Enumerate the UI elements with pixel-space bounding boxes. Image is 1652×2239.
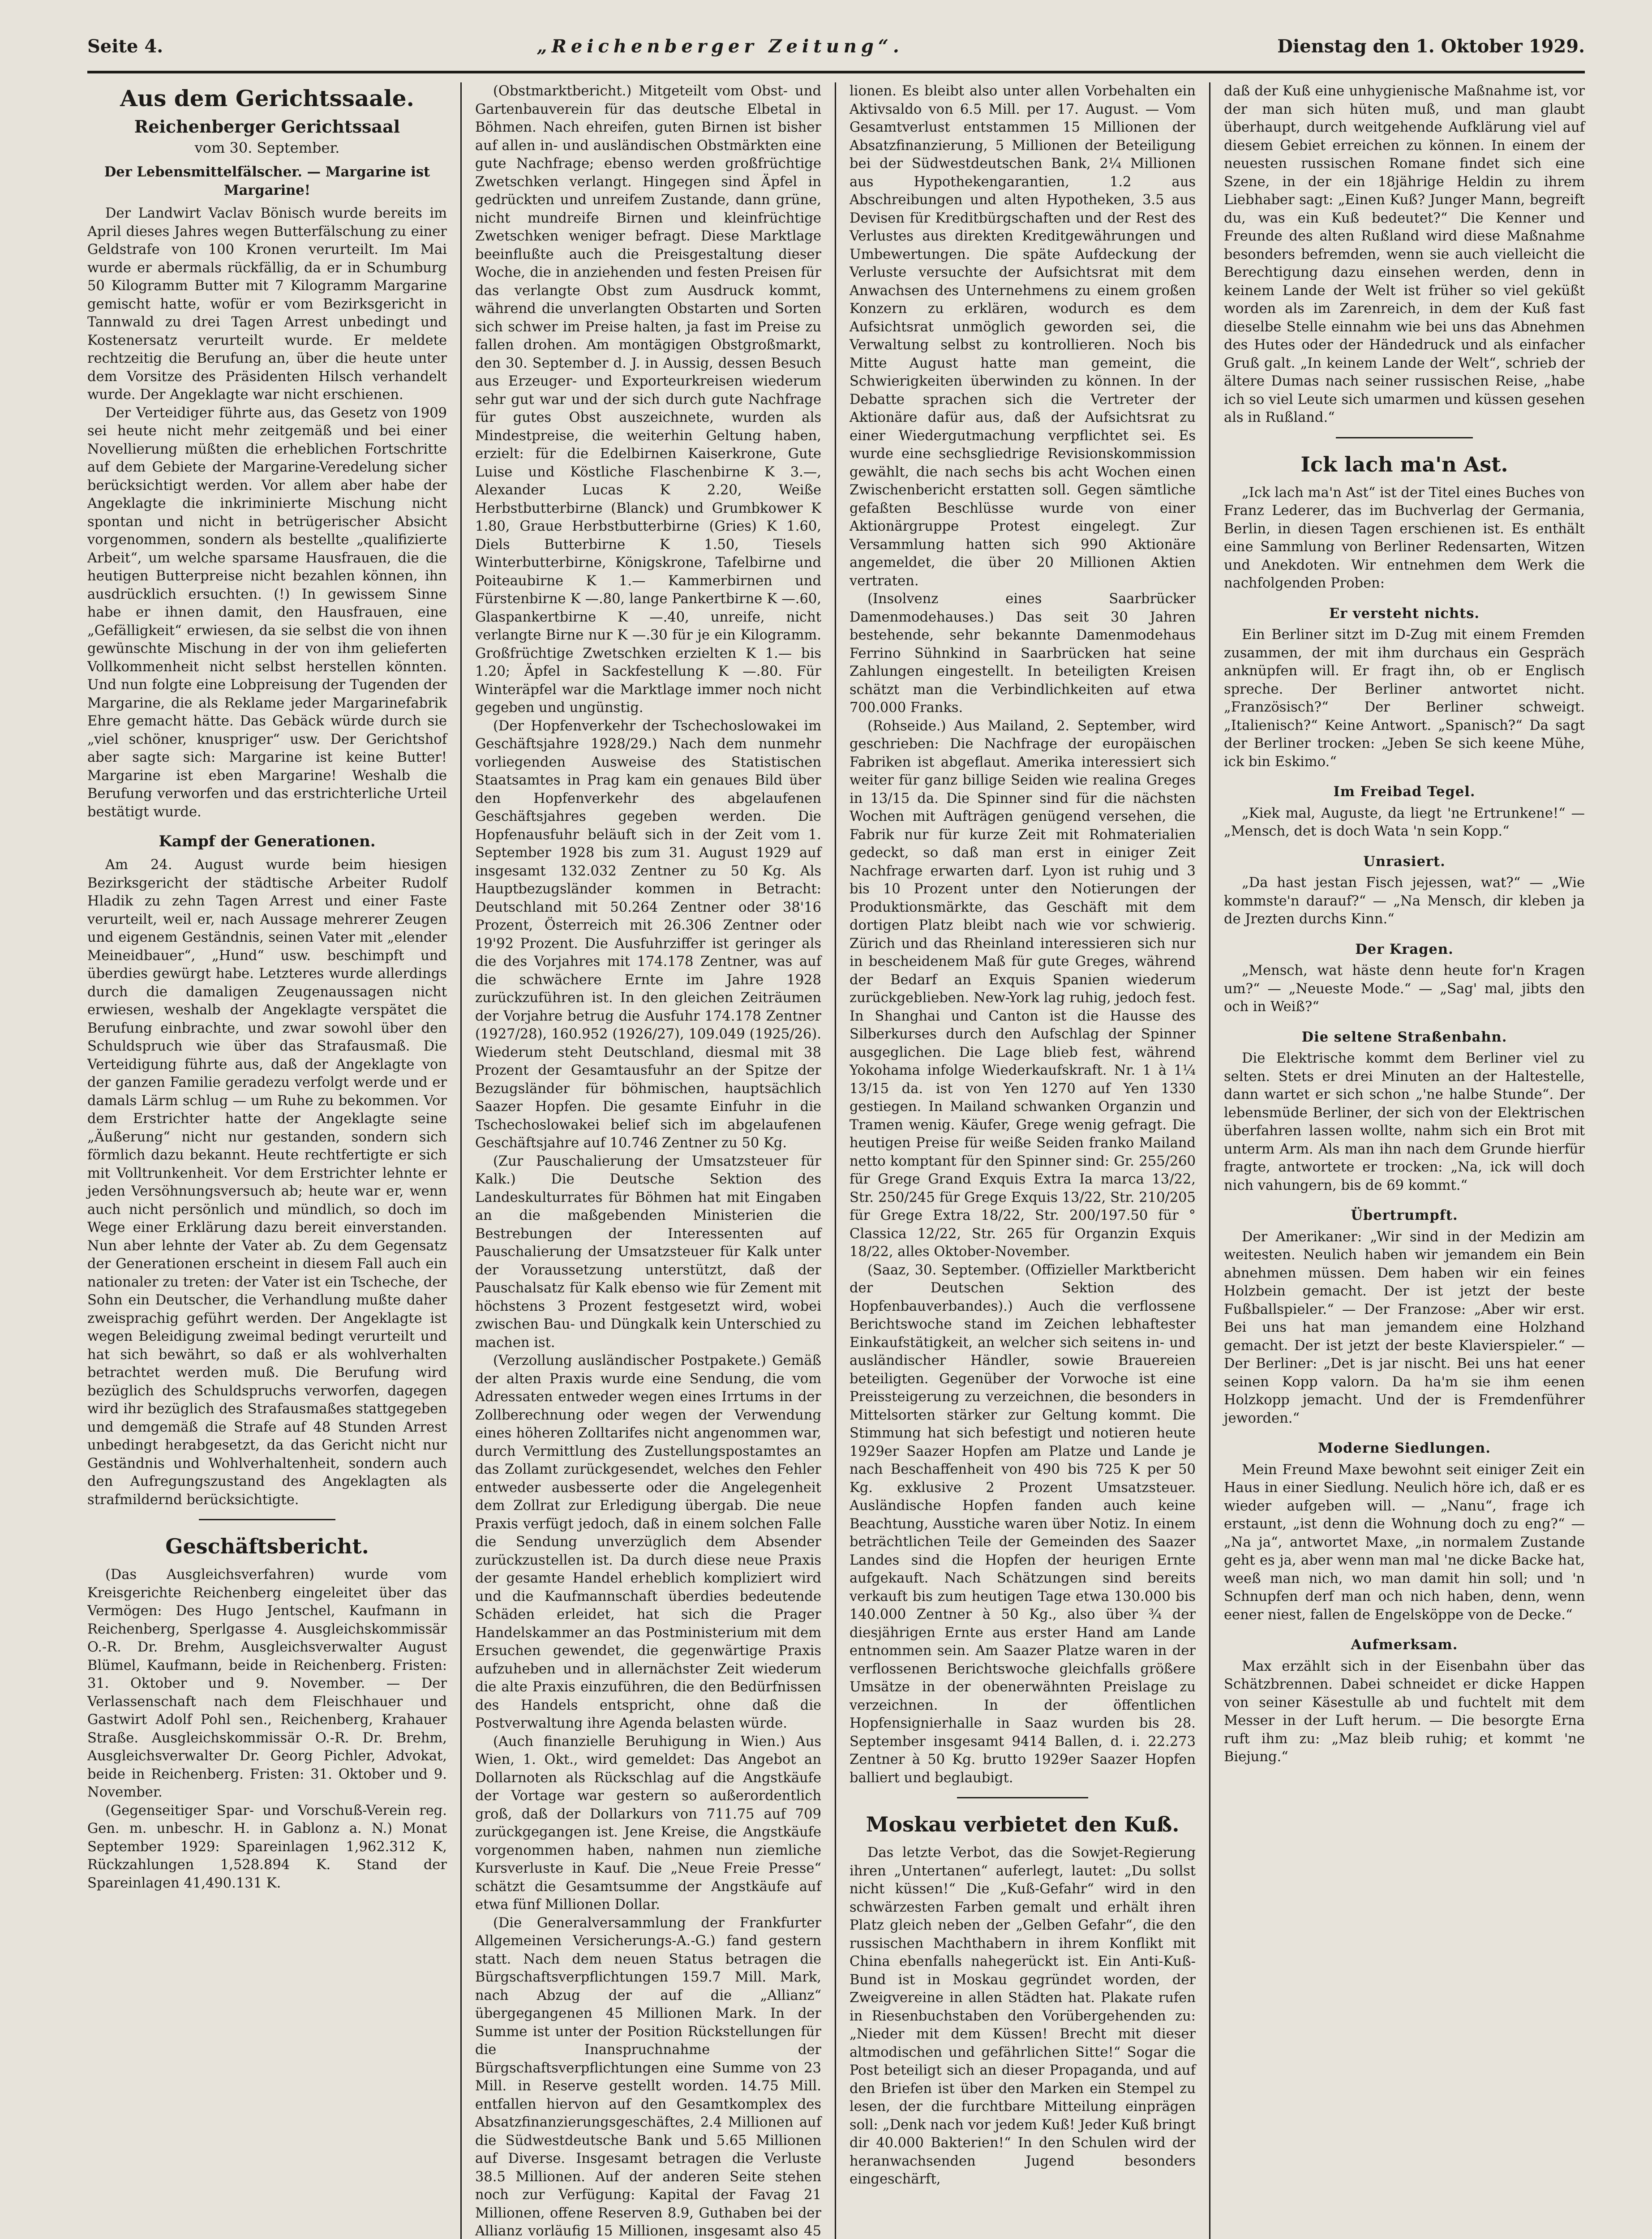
berlin-jokes-intro: „Ick lach ma'n Ast“ ist der Titel eines Buches von Franz Lederer, das im Buchverlag der Germania, Berlin, in diesen Tagen erschienen ist. Es enthält eine Sammlung von Berliner Redensarten, Witzen und Anekdoten. Wir entnehmen dem Werk die nachfolgenden Proben: xyxy=(1224,484,1585,593)
case1-paragraph-1: Der Landwirt Vaclav Bönisch wurde bereits im April dieses Jahres wegen Butterfälschung zu einer Geldstrafe von 100 Kronen verurteilt. Im Mai wurde er abermals rückfällig, da er in Schumburg 50 Kilogramm Butter mit 7 Kilogramm Margarine gemischt hatte, wofür er vom Bezirksgericht in Tannwald zu drei Tagen Arrest unbedingt und Kostenersatz verurteilt wurde. Er meldete rechtzeitig die Berufung an, über die heute unter dem Vorsitze des Präsidenten Hilsch verhandelt wurde. Der Angeklagte war nicht erschienen. xyxy=(87,205,447,404)
moscow-kiss-headline: Moskau verbietet den Kuß. xyxy=(850,1812,1196,1837)
case2-paragraph: Am 24. August wurde beim hiesigen Bezirksgericht der städtische Arbeiter Rudolf Hladik zu zehn Tagen Arrest und einer Faste verurteilt, weil er, nach Aussage mehrerer Zeugen und eigenem Geständnis, seinen Vater mit „elender Meineidbauer“, „Hund“ usw. beschimpft und überdies gewürgt habe. Letzteres wurde allerdings durch die damaligen Zeugenaussagen nicht erwiesen, weshalb der Angeklagte verspätet die Berufung einbrachte, und zwar sowohl über den Schuldspruch wie über das Strafausmaß. Die Verteidigung führte aus, daß der Angeklagte von der ganzen Familie geradezu verfolgt werde und er damals Lärm schlug — um Ruhe zu bekommen. Vor dem Erstrichter hatte der Angeklagte seine „Äußerung“ nicht nur gestanden, sondern sich förmlich dazu bekannt. Heute rechtfertigte er sich mit Volltrunkenheit. Vor dem Erstrichter lehnte er jeden Versöhnungsversuch ab; heute war er, wenn auch nicht persönlich und mündlich, so doch im Wege einer Erklärung dazu bereit einverstanden. Nun aber lehnte der Vater ab. Zu dem Gegensatz der Generationen erscheint in diesem Fall auch ein nationaler zu treten: der Vater ist ein Tscheche, der Sohn ein Deutscher, die Verhandlung mußte daher zweisprachig geführt werden. Der Angeklagte ist wegen Beleidigung zweimal bedingt verurteilt und hat sich bewährt, so daß er als wohlverhalten betrachtet werden muß. Die Berufung wird bezüglich des Schuldspruchs verworfen, dagegen wird ihr bezüglich des Strafausmaßes stattgegeben und demgemäß die Strafe auf 48 Stunden Arrest unbedingt herabgesetzt, da das Gericht nicht nur Geständnis und Wohlverhaltenheit, sondern auch den Aufregungszustand des Angeklagten als strafmildernd berücksichtigte. xyxy=(87,856,447,1509)
vienna-finance-report: (Auch finanzielle Beruhigung in Wien.) Aus Wien, 1. Okt., wird gemeldet: Das Angebot an Dollarnoten als Rückschlag auf die Angstkäufe der Vortage war gestern so außerordentlich groß, daß der Dollarkurs von 711.75 auf 709 zurückgegangen ist. Jene Kreise, die Angstkäufe vorgenommen haben, nahmen nun ziemliche Kursverluste in Kauf. Die „Neue Freie Presse“ schätzt die Gesamtsumme der Angstkäufe auf etwa fünf Millionen Dollar. xyxy=(475,1733,821,1914)
insurance-report-continued: lionen. Es bleibt also unter allen Vorbehalten ein Aktivsaldo von 6.5 Mill. per 17. August. — Vom Gesamtverlust entstammen 15 Millionen der Absatzfinanzierung, 5 Millionen der Beteiligung bei der Südwestdeutschen Bank, 2¼ Millionen aus Hypothekengarantien, 1.2 aus Abschreibungen und alten Hypotheken, 3.5 aus Devisen für Kreditbürgschaften und der Rest des Verlustes aus direkten Kreditgewährungen und Umbewertungen. Die späte Aufdeckung der Verluste versuchte der Aufsichtsrat mit dem Anwachsen des Unternehmens zu einem großen Konzern zu erklären, wodurch es dem Aufsichtsrat unmöglich geworden sei, die Verwaltung selbst zu kontrollieren. Noch bis Mitte August hatte man gemeint, die Schwierigkeiten überwinden zu können. In der Debatte sprachen sich die Vertreter der Aktionäre dafür aus, daß der Aufsichtsrat zu einer Wiedergutmachung verpflichtet sei. Es wurde eine sechsgliedrige Revisionskommission gewählt, die nach sechs bis acht Wochen einen Zwischenbericht erstatten soll. Gegen sämtliche gefaßten Beschlüsse wurde von einer Aktionärgruppe Protest eingelegt. Zur Versammlung hatten sich 990 Aktionäre angemeldet, die über 20 Millionen Aktien vertraten. xyxy=(850,82,1196,590)
joke-7-text: Mein Freund Maxe bewohnt seit einiger Zeit ein Haus in einer Siedlung. Neulich höre ich, daß er es wieder aufgeben will. — „Nanu“, frage ich erstaunt, „ist denn die Wohnung doch zu eng?“ — „Na ja“, antwortet Maxe, „in normalem Zustande geht es ja, aber wenn man mal 'ne dicke Backe hat, weeß man nich, wo man damit hin soll; und 'n Schnupfen derf man och nich haben, denn, wenn eener niest, fallen de Engelsköppe von de Decke.“ xyxy=(1224,1461,1585,1625)
joke-2-headline: Im Freibad Tegel. xyxy=(1224,783,1585,801)
joke-7-headline: Moderne Siedlungen. xyxy=(1224,1439,1585,1458)
joke-5-headline: Die seltene Straßenbahn. xyxy=(1224,1028,1585,1047)
joke-8-text: Max erzählt sich in der Eisenbahn über das Schätzbrennen. Dabei schneidet er dicke Happen von seiner Käsestulle ab und fuchtelt mit dem Messer in der Luft herum. — Die besorgte Erna ruft ihm zu: „Maz bleib ruhig; et kommt 'ne Biejung.“ xyxy=(1224,1658,1585,1767)
joke-4-headline: Der Kragen. xyxy=(1224,940,1585,959)
header-rule xyxy=(87,71,1585,73)
joke-6-headline: Übertrumpft. xyxy=(1224,1206,1585,1225)
joke-1-headline: Er versteht nichts. xyxy=(1224,605,1585,623)
separator xyxy=(199,1519,335,1520)
case1-paragraph-2: Der Verteidiger führte aus, das Gesetz von 1909 sei heute nicht mehr zeitgemäß und bei einer Novellierung müßten die erheblichen Fortschritte auf dem Gebiete der Margarine-Veredelung sicher berücksichtigt werden. Vor allem aber habe der Angeklagte die inkriminierte Mischung nicht spontan und nicht in betrügerischer Absicht vorgenommen, sondern als bestellte „qualifizierte Arbeit“, um welche sparsame Hausfrauen, die die heutigen Butterpreise nicht bezahlen können, ihn ausdrücklich ersuchten. (!) In gewissem Sinne habe er ihnen damit, den Hausfrauen, eine „Gefälligkeit“ erwiesen, da sie selbst die von ihnen gewünschte Mischung in der von ihm gelieferten Vollkommenheit nicht selbst herstellen könnten. Und nun folgte eine Lobpreisung der Tugenden der Margarine, die als Reklame jeder Margarinefabrik Ehre gemacht hätte. Das Gebäck würde durch sie „viel schöner, knuspriger“ usw. Der Gerichtshof aber sagte sich: Margarine ist keine Butter! Margarine ist eben Margarine! Weshalb die Berufung verworfen und das erstrichterliche Urteil bestätigt wurde. xyxy=(87,404,447,822)
issue-date: Dienstag den 1. Oktober 1929. xyxy=(1277,36,1585,57)
separator xyxy=(957,1797,1089,1798)
hop-trade-report: (Der Hopfenverkehr der Tschechoslowakei im Geschäftsjahre 1928/29.) Nach dem nunmehr vorliegenden Ausweise des Statistischen Staatsamtes in Prag kam ein genaues Bild über den Hopfenverkehr des abgelaufenen Geschäftsjahres gegeben werden. Die Hopfenausfuhr beläuft sich in der Zeit vom 1. September 1928 bis zum 31. August 1929 auf insgesamt 132.032 Zentner zu 50 Kg. Als Hauptbezugsländer kommen in Betracht: Deutschland mit 50.264 Zentner oder 38'16 Prozent, Österreich mit 26.306 Zentner oder 19'92 Prozent. Die Ausfuhrziffer ist geringer als die des Vorjahres mit 174.178 Zentner, was auf die schwächere Ernte im Jahre 1928 zurückzuführen ist. In den gleichen Zeiträumen der Vorjahre betrug die Ausfuhr 174.178 Zentner (1927/28), 160.952 (1926/27), 109.049 (1925/26). Wiederum steht Deutschland, diesmal mit 38 Prozent der Gesamtausfuhr an der Spitze der Bezugsländer für böhmischen, hauptsächlich Saazer Hopfen. Die gesamte Einfuhr in die Tschechoslowakei belief sich im abgelaufenen Geschäftsjahre auf 10.746 Zentner zu 50 Kg. xyxy=(475,717,821,1153)
business-report-headline: Geschäftsbericht. xyxy=(87,1534,447,1559)
columns xyxy=(87,82,1585,2106)
newspaper-title: „Reichenberger Zeitung“. xyxy=(537,36,904,57)
joke-4-text: „Mensch, wat häste denn heute for'n Kragen um?“ — „Neueste Mode.“ — „Sag' mal, jibts den och in Weiß?“ xyxy=(1224,962,1585,1017)
court-date: vom 30. September. xyxy=(87,139,447,157)
column-2 xyxy=(462,82,836,2239)
joke-8-headline: Aufmerksam. xyxy=(1224,1636,1585,1654)
moscow-kiss-continued: daß der Kuß eine unhygienische Maßnahme ist, vor der man sich hüten muß, und man glaubt überhaupt, durch weitgehende Aufklärung viel auf diesem Gebiet erreichen zu können. In einem der neuesten russischen Romane findet sich eine Szene, in der ein 18jährige Heldin zu ihrem Liebhaber sagt: „Einen Kuß? Junger Mann, begreift du, was ein Kuß bedeutet?“ Die Kenner und Freunde des alten Rußland wird diese Maßnahme besonders befremden, wenn sie auch vielleicht die Berechtigung dazu einsehen werden, denn in keinem Lande der Welt ist früher so viel geküßt worden als im Zarenreich, in dem der Kuß fast dieselbe Stelle einnahm wie bei uns das Abnehmen des Hutes oder der Händedruck und als einfacher Gruß galt. „In keinem Lande der Welt“, schrieb der ältere Dumas nach seiner russischen Reise, „habe ich so viel Leute sich umarmen und küssen gesehen als in Rußland.“ xyxy=(1224,82,1585,427)
berlin-jokes-headline: Ick lach ma'n Ast. xyxy=(1224,452,1585,477)
moscow-kiss-paragraph: Das letzte Verbot, das die Sowjet-Regierung ihren „Untertanen“ auferlegt, lautet: „Du sollst nicht küssen!“ Die „Kuß-Gefahr“ wird in den schwärzesten Farben gemalt und erhält ihren Platz gleich neben der „Gelben Gefahr“, die den russischen Machthabern in ihrem Konflikt mit China ebenfalls nahegerückt ist. Ein Anti-Kuß-Bund ist in Moskau gegründet worden, der Zweigvereine in allen Städten hat. Plakate rufen in Riesenbuchstaben den Vorübergehenden zu: „Nieder mit dem Küssen! Brecht mit dieser altmodischen und gefährlichen Sitte!“ Sogar die Post beteiligt sich an dieser Propaganda, und auf den Briefen ist über den Marken ein Stempel zu lesen, der die furchtbare Mitteilung einprägen soll: „Denk nach vor jedem Kuß! Jeder Kuß bringt dir 40.000 Bakterien!“ In den Schulen wird der heranwachsenden Jugend besonders eingeschärft, xyxy=(850,1844,1196,2189)
separator xyxy=(1336,437,1473,438)
postal-parcel-report: (Verzollung ausländischer Postpakete.) Gemäß der alten Praxis wurde eine Sendung, die vom Adressaten entweder wegen eines Irrtums in der Zollberechnung oder wegen der Verwendung eines höheren Zolltarifes nicht angenommen war, durch Vermittlung des Zustellungspostamtes an das Zollamt zurückgesendet, welches den Fehler entweder ausbesserte oder die Angelegenheit dem Zollrat zur Erledigung übergab. Die neue Praxis verfügt jedoch, daß in einem solchen Falle die Sendung unverzüglich dem Absender zurückzustellen ist. Da durch diese neue Praxis der gesamte Handel erheblich kompliziert wird und die Kaufmannschaft überdies bedeutende Schäden erleidet, hat sich die Prager Handelskammer an das Postministerium mit dem Ersuchen gewendet, die gegenwärtige Praxis aufzuheben und in allernächster Zeit wiederum die alte Praxis einzuführen, die den Bedürfnissen des Handels entspricht, ohne daß die Postverwaltung ihre Agenda belasten würde. xyxy=(475,1352,821,1733)
lime-tax-report: (Zur Pauschalierung der Umsatzsteuer für Kalk.) Die Deutsche Sektion des Landeskulturrates für Böhmen hat mit Eingaben an die maßgebenden Ministerien die Bestrebungen der Interessenten auf Pauschalierung der Umsatzsteuer für Kalk unter der Voraussetzung unterstützt, daß der Pauschalsatz für Kalk ebenso wie für Zement mit höchstens 3 Prozent festgesetzt wird, wobei zwischen Bau- und Düngkalk kein Unterschied zu machen ist. xyxy=(475,1153,821,1352)
fruit-market-report: (Obstmarktbericht.) Mitgeteilt vom Obst- und Gartenbauverein für das deutsche Elbetal in Böhmen. Nach ehreifen, guten Birnen ist bisher auf allen in- und ausländischen Obstmärkten eine gute Nachfrage; ebenso werden großfrüchtige Zwetschken verlangt. Hingegen sind Äpfel in gedrückten und unreifem Zustande, dann grüne, nicht mundreife Birnen und kleinfrüchtige Zwetschken weniger befragt. Diese Marktlage beeinflußte auch die Preisgestaltung dieser Woche, die in anziehenden und festen Preisen für das verlangte Obst zum Ausdruck kommt, während die unverlangten Obstarten und Sorten sich schwer im Preise halten, ja fast im Preise zu fallen drohen. Am montägigen Obstgroßmarkt, den 30. September d. J. in Aussig, dessen Besuch aus Erzeuger- und Exporteurkreisen wiederum sehr gut war und der sich durch gute Nachfrage für gutes Obst auszeichnete, wurden als Mindestpreise, die weiterhin Geltung haben, erzielt: für die Edelbirnen Kaiserkrone, Gute Luise und Köstliche Flaschenbirne K 3.—, Alexander Lucas K 2.20, Weiße Herbstbutterbirne (Blanck) und Grumbkower K 1.80, Graue Herbstbutterbirne (Gries) K 1.60, Diels Butterbirne K 1.50, Tiesels Winterbutterbirne, Königskrone, Tafelbirne und Poiteaubirne K 1.— Kammerbirnen und Fürstenbirne K —.80, lange Pankertbirne K —.60, Glaspankertbirne K —.40, unreife, nicht verlangte Birne nur K —.30 für je ein Kilogramm. Großfrüchtige Zwetschken erzielten K 1.— bis 1.20; Äpfel in Sackfestellung K —.80. Für Winteräpfel war die Marktlage immer noch nicht gegeben und ungünstig. xyxy=(475,82,821,717)
joke-1-text: Ein Berliner sitzt im D-Zug mit einem Fremden zusammen, der mit ihm durchaus ein Gespräch anknüpfen will. Er fragt ihn, ob er Englisch spreche. Der Berliner antwortet nicht. „Französisch?“ Der Berliner schweigt. „Italienisch?“ Keine Antwort. „Spanisch?“ Da sagt der Berliner trocken: „Jeben Se sich keene Mühe, ick bin Eskimo.“ xyxy=(1224,626,1585,771)
joke-5-text: Die Elektrische kommt dem Berliner viel zu selten. Stets er drei Minuten an der Haltestelle, dann wartet er sich schon „'ne halbe Stunde“. Der lebensmüde Berliner, der sich von der Elektrischen überfahren lassen wollte, nahm sich ein Brot mit unterm Arm. Als man ihn nach dem Grunde hierfür fragte, antwortete er trocken: „Na, ick will doch nich vahungern, bis de 69 kommt.“ xyxy=(1224,1050,1585,1195)
joke-3-text: „Da hast jestan Fisch jejessen, wat?“ — „Wie kommste'n darauf?“ — „Na Mensch, dir kleben ja de Jrezten durchs Kinn.“ xyxy=(1224,874,1585,929)
fashion-house-insolvency: (Insolvenz eines Saarbrücker Damenmodehauses.) Das seit 30 Jahren bestehende, sehr bekannte Damenmodehaus Ferrino Sühnkind in Saarbrücken hat seine Zahlungen eingestellt. In beteiligten Kreisen schätzt man die Verbindlichkeiten auf etwa 700.000 Franks. xyxy=(850,590,1196,717)
column-3 xyxy=(836,82,1210,2239)
page-header xyxy=(87,36,1585,67)
column-4 xyxy=(1210,82,1585,2239)
joke-2-text: „Kiek mal, Auguste, da liegt 'ne Ertrunkene!“ — „Mensch, det is doch Wata 'n sein Kopp.“ xyxy=(1224,805,1585,841)
page-number: Seite 4. xyxy=(87,36,163,57)
column-1 xyxy=(87,82,462,2239)
court-subtitle: Reichenberger Gerichtssaal xyxy=(87,116,447,137)
business-paragraph-2: (Gegenseitiger Spar- und Vorschuß-Verein reg. Gen. m. unbeschr. H. in Gablonz a. N.) Monat September 1929: Spareinlagen 1,962.312 K, Rückzahlungen 1,528.894 K. Stand der Spareinlagen 41,490.131 K. xyxy=(87,1802,447,1893)
case2-headline: Kampf der Generationen. xyxy=(87,832,447,851)
case1-headline: Der Lebensmittelfälscher. — Margarine ist Margarine! xyxy=(87,163,447,199)
business-paragraph-1: (Das Ausgleichsverfahren) wurde vom Kreisgerichte Reichenberg eingeleitet über das Vermögen: Des Hugo Jentschel, Kaufmann in Reichenberg, Sperlgasse 4. Ausgleichskommissär O.-R. Dr. Brehm, Ausgleichsverwalter August Blümel, Kaufmann, beide in Reichenberg. Fristen: 31. Oktober und 9. November. — Der Verlassenschaft nach dem Fleischhauer und Gastwirt Adolf Pohl sen., Reichenberg, Krahauer Straße. Ausgleichskommissär O.-R. Dr. Brehm, Ausgleichsverwalter Dr. Georg Pichler, Advokat, beide in Reichenberg. Fristen: 31. Oktober und 9. November. xyxy=(87,1566,447,1802)
joke-3-headline: Unrasiert. xyxy=(1224,853,1585,871)
joke-6-text: Der Amerikaner: „Wir sind in der Medizin am weitesten. Neulich haben wir jemandem ein Bein abnehmen müssen. Dem haben wir ein feines Holzbein gemacht. Der ist jetzt der beste Fußballspieler.“ — Der Franzose: „Aber wir erst. Bei uns hat man jemandem eine Holzhand gemacht. Der ist jetzt der beste Klavierspieler.“ — Der Berliner: „Det is jar nischt. Bei uns hat eener seinen Kopp valorn. Da ha'm sie ihm eenen Holzkopp jemacht. Und der is Fremdenführer jeworden.“ xyxy=(1224,1228,1585,1428)
section-title-court: Aus dem Gerichtssaale. xyxy=(87,85,447,112)
raw-silk-report: (Rohseide.) Aus Mailand, 2. September, wird geschrieben: Die Nachfrage der europäischen Fabriken ist abgeflaut. Amerika interessiert sich weiter für ganz billige Seiden wie realina Greges in 13/15 da. Die Spinner sind für die nächsten Wochen mit Aufträgen genügend versehen, die Fabrik nur für kurze Zeit mit Rohmaterialien gedeckt, so daß man erst in einiger Zeit Nachfrage erwarten darf. Lyon ist ruhig und 3 bis 10 Prozent unter den Notierungen der Produktionsmärkte, das Geschäft mit dem dortigen Platz bleibt nach wie vor schwierig. Zürich und das Rheinland interessieren sich nur in bescheidenem Maß für gute Greges, während der Bedarf an Exquis Spanien wiederum zurückgeblieben. New-York lag ruhig, jedoch fest. In Shanghai und Canton ist die Hausse des Silberkurses durch den Aufschlag der Spinner ausgeglichen. Die Lage blieb fest, während Yokohama infolge Wiederkaufskraft. Nr. 1 à 1¼ 13/15 da. ist von Yen 1270 auf Yen 1330 gestiegen. In Mailand schwanken Organzin und Tramen wenig. Käufer, Grege wenig gefragt. Die heutigen Preise für weiße Seiden franko Mailand netto komptant für den Spinner sind: Gr. 255/260 für Grege Grand Exquis Extra Ia marca 13/22, Str. 250/245 für Grege Exquis 13/22, Str. 210/205 für Grege Extra 18/22, Str. 200/197.50 für ° Classica 12/22, Str. 265 für Organzin Exquis 18/22, alles Oktober-November. xyxy=(850,717,1196,1261)
insurance-assembly-report: (Die Generalversammlung der Frankfurter Allgemeinen Versicherungs-A.-G.) fand gestern statt. Nach dem neuen Status betragen die Bürgschaftsverpflichtungen 159.7 Mill. Mark, nach Abzug der auf die „Allianz“ übergegangenen 45 Millionen Mark. In der Summe ist unter der Position Rückstellungen für die Inanspruchnahme der Bürgschaftsverpflichtungen eine Summe von 23 Mill. in Reserve gestellt worden. 14.75 Mill. entfallen hiervon auf den Gesamtkomplex des Absatzfinanzierungsgeschäftes, 2.4 Millionen auf die Südwestdeutsche Bank und 5.65 Millionen auf Diverse. Insgesamt betragen die Verluste 38.5 Millionen. Auf der anderen Seite stehen noch zur Verfügung: Kapital der Favag 21 Millionen, offene Reserven 8.9, Guthaben bei der Allianz vorläufig 15 Millionen, insgesamt also 45 xyxy=(475,1914,821,2239)
saaz-hop-market-report: (Saaz, 30. September. (Offizieller Marktbericht der Deutschen Sektion des Hopfenbauverbandes).) Auch die verflossene Berichtswoche stand im Zeichen lebhaftester Einkaufstätigkeit, an welcher sich seitens in- und ausländischer Händler, sowie Brauereien beteiligten. Gegenüber der Vorwoche ist eine Preissteigerung zu verzeichnen, die besonders in Mittelsorten stärker zur Geltung kommt. Die Stimmung hat sich befestigt und notieren heute 1929er Saazer Hopfen am Platze und Lande je nach Beschaffenheit von 490 bis 725 K per 50 Kg. exklusive 2 Prozent Umsatzsteuer. Ausländische Hopfen fanden auch keine Beachtung, Ausstiche waren über Notiz. In einem beträchtlichen Teile der Gemeinden des Saazer Landes sind die Hopfen der heurigen Ernte aufgekauft. Nach Schätzungen sind bereits verkauft bis zum heutigen Tage etwa 130.000 bis 140.000 Zentner à 50 Kg., also über ¾ der diesjährigen Ernte aus erster Hand am Lande entnommen sein. Am Saazer Platze waren in der verflossenen Berichtswoche gleichfalls größere Umsätze in der obenerwähnten Preislage zu verzeichnen. In der öffentlichen Hopfensignierhalle in Saaz wurden bis 28. September insgesamt 9414 Ballen, d. i. 22.273 Zentner à 50 Kg. brutto 1929er Saazer Hopfen balliert und beglaubigt. xyxy=(850,1261,1196,1788)
